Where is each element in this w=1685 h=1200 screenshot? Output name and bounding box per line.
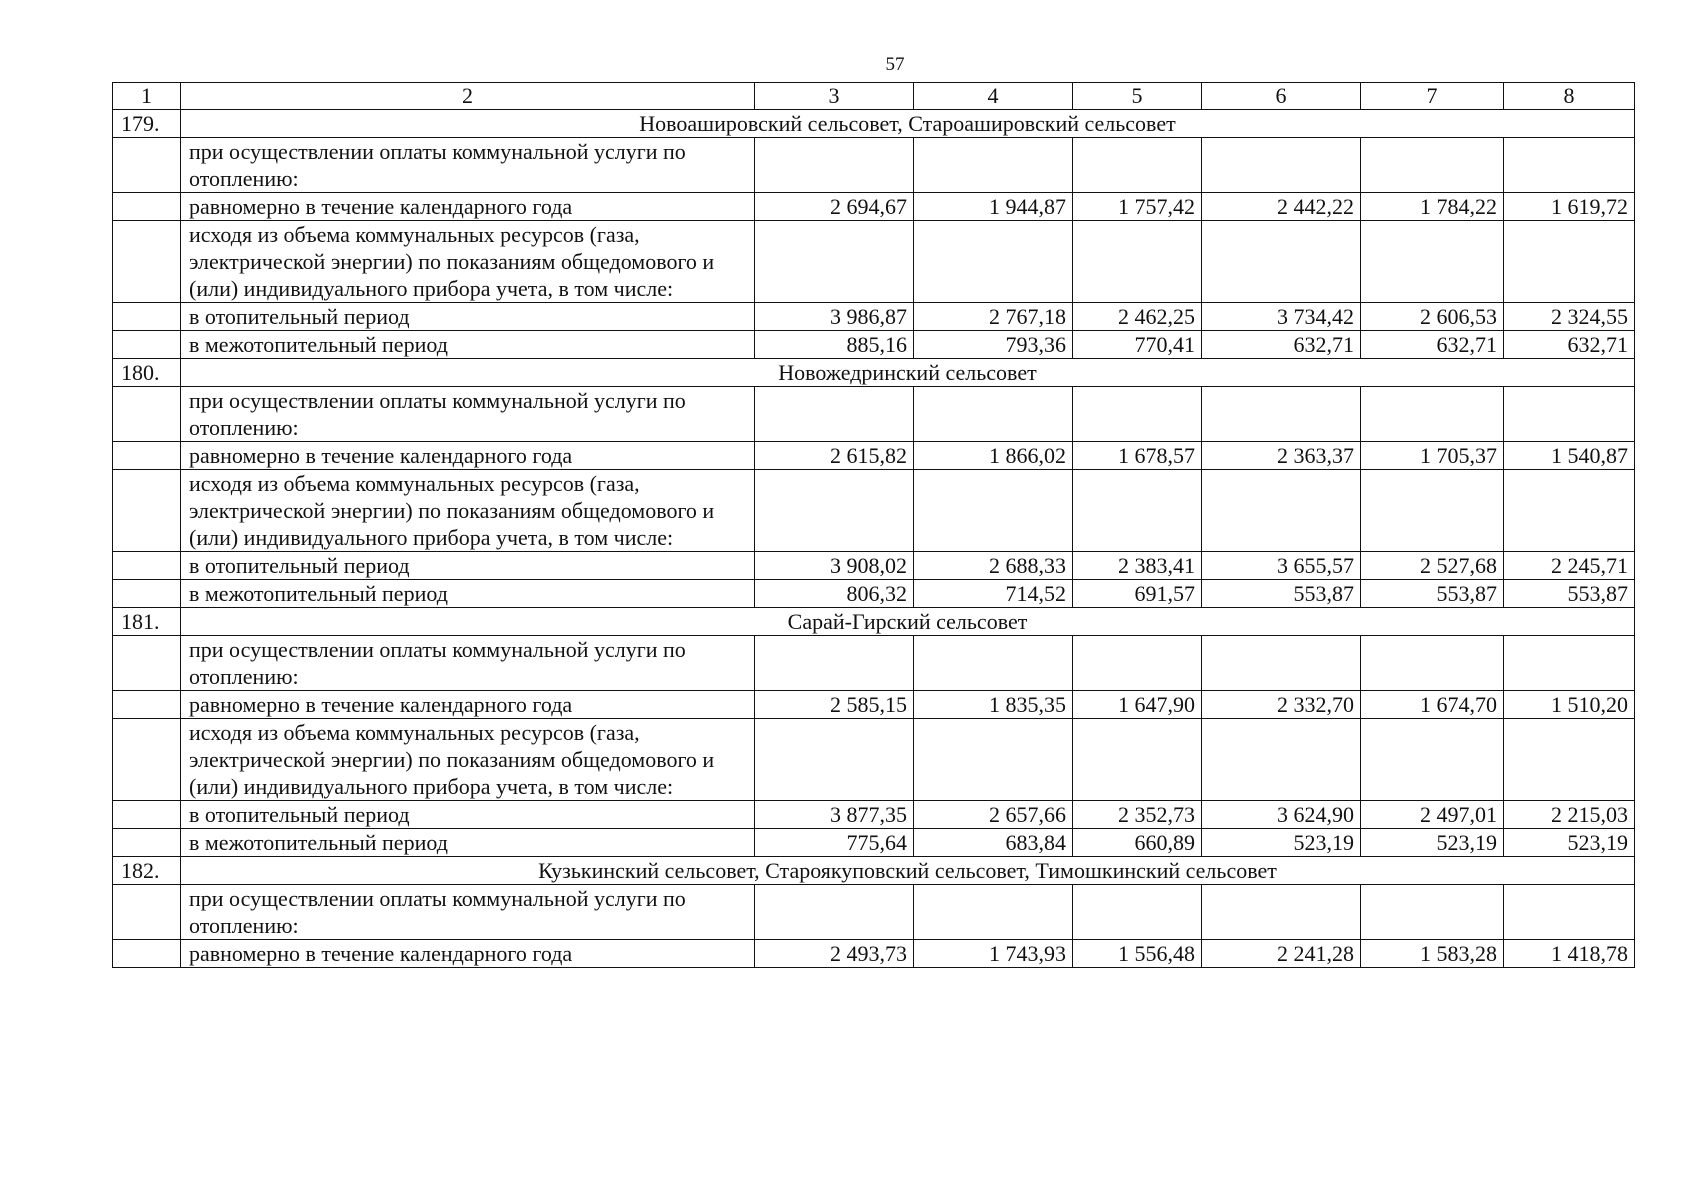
section-title: Кузькинский сельсовет, Староякуповский сельсовет, Тимошкинский сельсовет [181, 857, 1635, 885]
value-cell: 553,87 [1504, 580, 1635, 608]
row-number-cell [113, 552, 181, 580]
value-cell: 1 944,87 [914, 193, 1073, 221]
section-title: Новожедринский сельсовет [181, 359, 1635, 387]
value-cell [1504, 885, 1635, 940]
section-title-row [113, 857, 1635, 885]
value-cell [1202, 387, 1361, 442]
value-cell [1361, 636, 1504, 691]
value-cell [1202, 719, 1361, 801]
table-row [113, 221, 1635, 303]
value-cell [1073, 138, 1202, 193]
value-cell: 3 877,35 [755, 801, 914, 829]
column-header-row [113, 83, 1635, 110]
row-description: в отопительный период [181, 552, 755, 580]
value-cell [1504, 636, 1635, 691]
row-number-cell [113, 829, 181, 857]
value-cell: 523,19 [1202, 829, 1361, 857]
table-row [113, 580, 1635, 608]
row-description: в межотопительный период [181, 331, 755, 359]
column-header: 3 [755, 83, 914, 110]
value-cell [914, 221, 1073, 303]
value-cell: 523,19 [1504, 829, 1635, 857]
value-cell [914, 138, 1073, 193]
column-header: 4 [914, 83, 1073, 110]
row-number-cell [113, 387, 181, 442]
value-cell: 714,52 [914, 580, 1073, 608]
table-row [113, 636, 1635, 691]
table-row [113, 442, 1635, 470]
value-cell: 2 352,73 [1073, 801, 1202, 829]
value-cell: 2 462,25 [1073, 303, 1202, 331]
row-number-cell [113, 801, 181, 829]
value-cell [755, 636, 914, 691]
value-cell: 1 583,28 [1361, 940, 1504, 968]
value-cell [1504, 470, 1635, 552]
section-title-row [113, 608, 1635, 636]
value-cell [1361, 470, 1504, 552]
section-number: 179. [113, 110, 181, 138]
table-row [113, 552, 1635, 580]
row-number-cell [113, 442, 181, 470]
column-header: 7 [1361, 83, 1504, 110]
table-body [113, 83, 1635, 968]
value-cell [914, 719, 1073, 801]
section-title-row [113, 110, 1635, 138]
row-description: равномерно в течение календарного года [181, 940, 755, 968]
value-cell: 1 674,70 [1361, 691, 1504, 719]
value-cell: 2 527,68 [1361, 552, 1504, 580]
value-cell: 806,32 [755, 580, 914, 608]
value-cell: 2 245,71 [1504, 552, 1635, 580]
value-cell: 2 442,22 [1202, 193, 1361, 221]
value-cell: 632,71 [1361, 331, 1504, 359]
row-number-cell [113, 193, 181, 221]
value-cell: 1 835,35 [914, 691, 1073, 719]
row-description: при осуществлении оплаты коммунальной услуги по отоплению: [181, 387, 755, 442]
value-cell: 2 585,15 [755, 691, 914, 719]
value-cell [1073, 470, 1202, 552]
value-cell: 1 743,93 [914, 940, 1073, 968]
row-description: исходя из объема коммунальных ресурсов (газа, электрической энергии) по показаниям общедомового и (или) индивидуального прибора учета, в том числе: [181, 221, 755, 303]
value-cell: 1 418,78 [1504, 940, 1635, 968]
row-number-cell [113, 303, 181, 331]
value-cell: 683,84 [914, 829, 1073, 857]
table-row [113, 303, 1635, 331]
value-cell: 553,87 [1361, 580, 1504, 608]
value-cell [914, 387, 1073, 442]
value-cell [1073, 636, 1202, 691]
value-cell [1504, 387, 1635, 442]
table-row [113, 138, 1635, 193]
column-header: 6 [1202, 83, 1361, 110]
column-header: 2 [181, 83, 755, 110]
table-row [113, 387, 1635, 442]
value-cell: 3 655,57 [1202, 552, 1361, 580]
page-number: 57 [885, 54, 905, 75]
value-cell: 2 363,37 [1202, 442, 1361, 470]
value-cell: 3 624,90 [1202, 801, 1361, 829]
table-row [113, 940, 1635, 968]
value-cell: 660,89 [1073, 829, 1202, 857]
table-row [113, 470, 1635, 552]
value-cell: 2 383,41 [1073, 552, 1202, 580]
row-number-cell [113, 331, 181, 359]
section-number: 180. [113, 359, 181, 387]
column-header: 8 [1504, 83, 1635, 110]
value-cell [1202, 138, 1361, 193]
section-title-row [113, 359, 1635, 387]
value-cell: 1 705,37 [1361, 442, 1504, 470]
value-cell [1073, 221, 1202, 303]
table-row [113, 193, 1635, 221]
value-cell: 632,71 [1504, 331, 1635, 359]
value-cell [1361, 387, 1504, 442]
value-cell [1504, 719, 1635, 801]
value-cell [1073, 885, 1202, 940]
section-number: 181. [113, 608, 181, 636]
value-cell: 691,57 [1073, 580, 1202, 608]
value-cell: 3 908,02 [755, 552, 914, 580]
table-row [113, 885, 1635, 940]
value-cell [1361, 221, 1504, 303]
value-cell: 2 694,67 [755, 193, 914, 221]
value-cell [914, 885, 1073, 940]
row-number-cell [113, 470, 181, 552]
section-number: 182. [113, 857, 181, 885]
value-cell: 1 619,72 [1504, 193, 1635, 221]
row-number-cell [113, 138, 181, 193]
row-number-cell [113, 636, 181, 691]
value-cell [1202, 221, 1361, 303]
value-cell [914, 470, 1073, 552]
value-cell: 2 497,01 [1361, 801, 1504, 829]
row-description: исходя из объема коммунальных ресурсов (газа, электрической энергии) по показаниям общедомового и (или) индивидуального прибора учета, в том числе: [181, 470, 755, 552]
value-cell [1504, 221, 1635, 303]
value-cell: 2 493,73 [755, 940, 914, 968]
value-cell [1202, 470, 1361, 552]
column-header: 1 [113, 83, 181, 110]
value-cell: 2 606,53 [1361, 303, 1504, 331]
value-cell: 2 324,55 [1504, 303, 1635, 331]
row-description: в отопительный период [181, 303, 755, 331]
value-cell [1073, 719, 1202, 801]
value-cell: 770,41 [1073, 331, 1202, 359]
value-cell [755, 221, 914, 303]
row-number-cell [113, 885, 181, 940]
row-description: при осуществлении оплаты коммунальной услуги по отоплению: [181, 885, 755, 940]
value-cell: 2 657,66 [914, 801, 1073, 829]
value-cell: 2 215,03 [1504, 801, 1635, 829]
value-cell [914, 636, 1073, 691]
value-cell [1361, 138, 1504, 193]
value-cell [1361, 719, 1504, 801]
row-number-cell [113, 719, 181, 801]
value-cell [1361, 885, 1504, 940]
value-cell [755, 387, 914, 442]
value-cell: 3 986,87 [755, 303, 914, 331]
column-header: 5 [1073, 83, 1202, 110]
value-cell: 775,64 [755, 829, 914, 857]
value-cell: 2 332,70 [1202, 691, 1361, 719]
value-cell: 553,87 [1202, 580, 1361, 608]
value-cell: 3 734,42 [1202, 303, 1361, 331]
value-cell: 2 688,33 [914, 552, 1073, 580]
value-cell: 1 866,02 [914, 442, 1073, 470]
value-cell: 1 757,42 [1073, 193, 1202, 221]
row-description: равномерно в течение календарного года [181, 193, 755, 221]
value-cell: 1 784,22 [1361, 193, 1504, 221]
table-row [113, 829, 1635, 857]
row-number-cell [113, 221, 181, 303]
row-description: равномерно в течение календарного года [181, 691, 755, 719]
value-cell: 2 615,82 [755, 442, 914, 470]
value-cell: 1 556,48 [1073, 940, 1202, 968]
value-cell [755, 470, 914, 552]
row-description: в межотопительный период [181, 580, 755, 608]
row-description: при осуществлении оплаты коммунальной услуги по отоплению: [181, 636, 755, 691]
value-cell: 632,71 [1202, 331, 1361, 359]
value-cell [755, 885, 914, 940]
value-cell: 885,16 [755, 331, 914, 359]
section-title: Сарай-Гирский сельсовет [181, 608, 1635, 636]
row-number-cell [113, 691, 181, 719]
value-cell: 523,19 [1361, 829, 1504, 857]
row-number-cell [113, 580, 181, 608]
value-cell [1202, 636, 1361, 691]
value-cell [1504, 138, 1635, 193]
row-description: в межотопительный период [181, 829, 755, 857]
value-cell: 1 678,57 [1073, 442, 1202, 470]
row-description: исходя из объема коммунальных ресурсов (газа, электрической энергии) по показаниям общедомового и (или) индивидуального прибора учета, в том числе: [181, 719, 755, 801]
row-number-cell [113, 940, 181, 968]
value-cell: 1 540,87 [1504, 442, 1635, 470]
value-cell [755, 719, 914, 801]
row-description: в отопительный период [181, 801, 755, 829]
value-cell [1202, 885, 1361, 940]
value-cell: 1 647,90 [1073, 691, 1202, 719]
table-row [113, 331, 1635, 359]
table-row [113, 801, 1635, 829]
table-row [113, 719, 1635, 801]
row-description: равномерно в течение календарного года [181, 442, 755, 470]
value-cell [1073, 387, 1202, 442]
value-cell [755, 138, 914, 193]
value-cell: 2 767,18 [914, 303, 1073, 331]
value-cell: 2 241,28 [1202, 940, 1361, 968]
row-description: при осуществлении оплаты коммунальной услуги по отоплению: [181, 138, 755, 193]
table-row [113, 691, 1635, 719]
tariff-table [112, 82, 1635, 968]
value-cell: 1 510,20 [1504, 691, 1635, 719]
value-cell: 793,36 [914, 331, 1073, 359]
section-title: Новоашировский сельсовет, Староашировский сельсовет [181, 110, 1635, 138]
